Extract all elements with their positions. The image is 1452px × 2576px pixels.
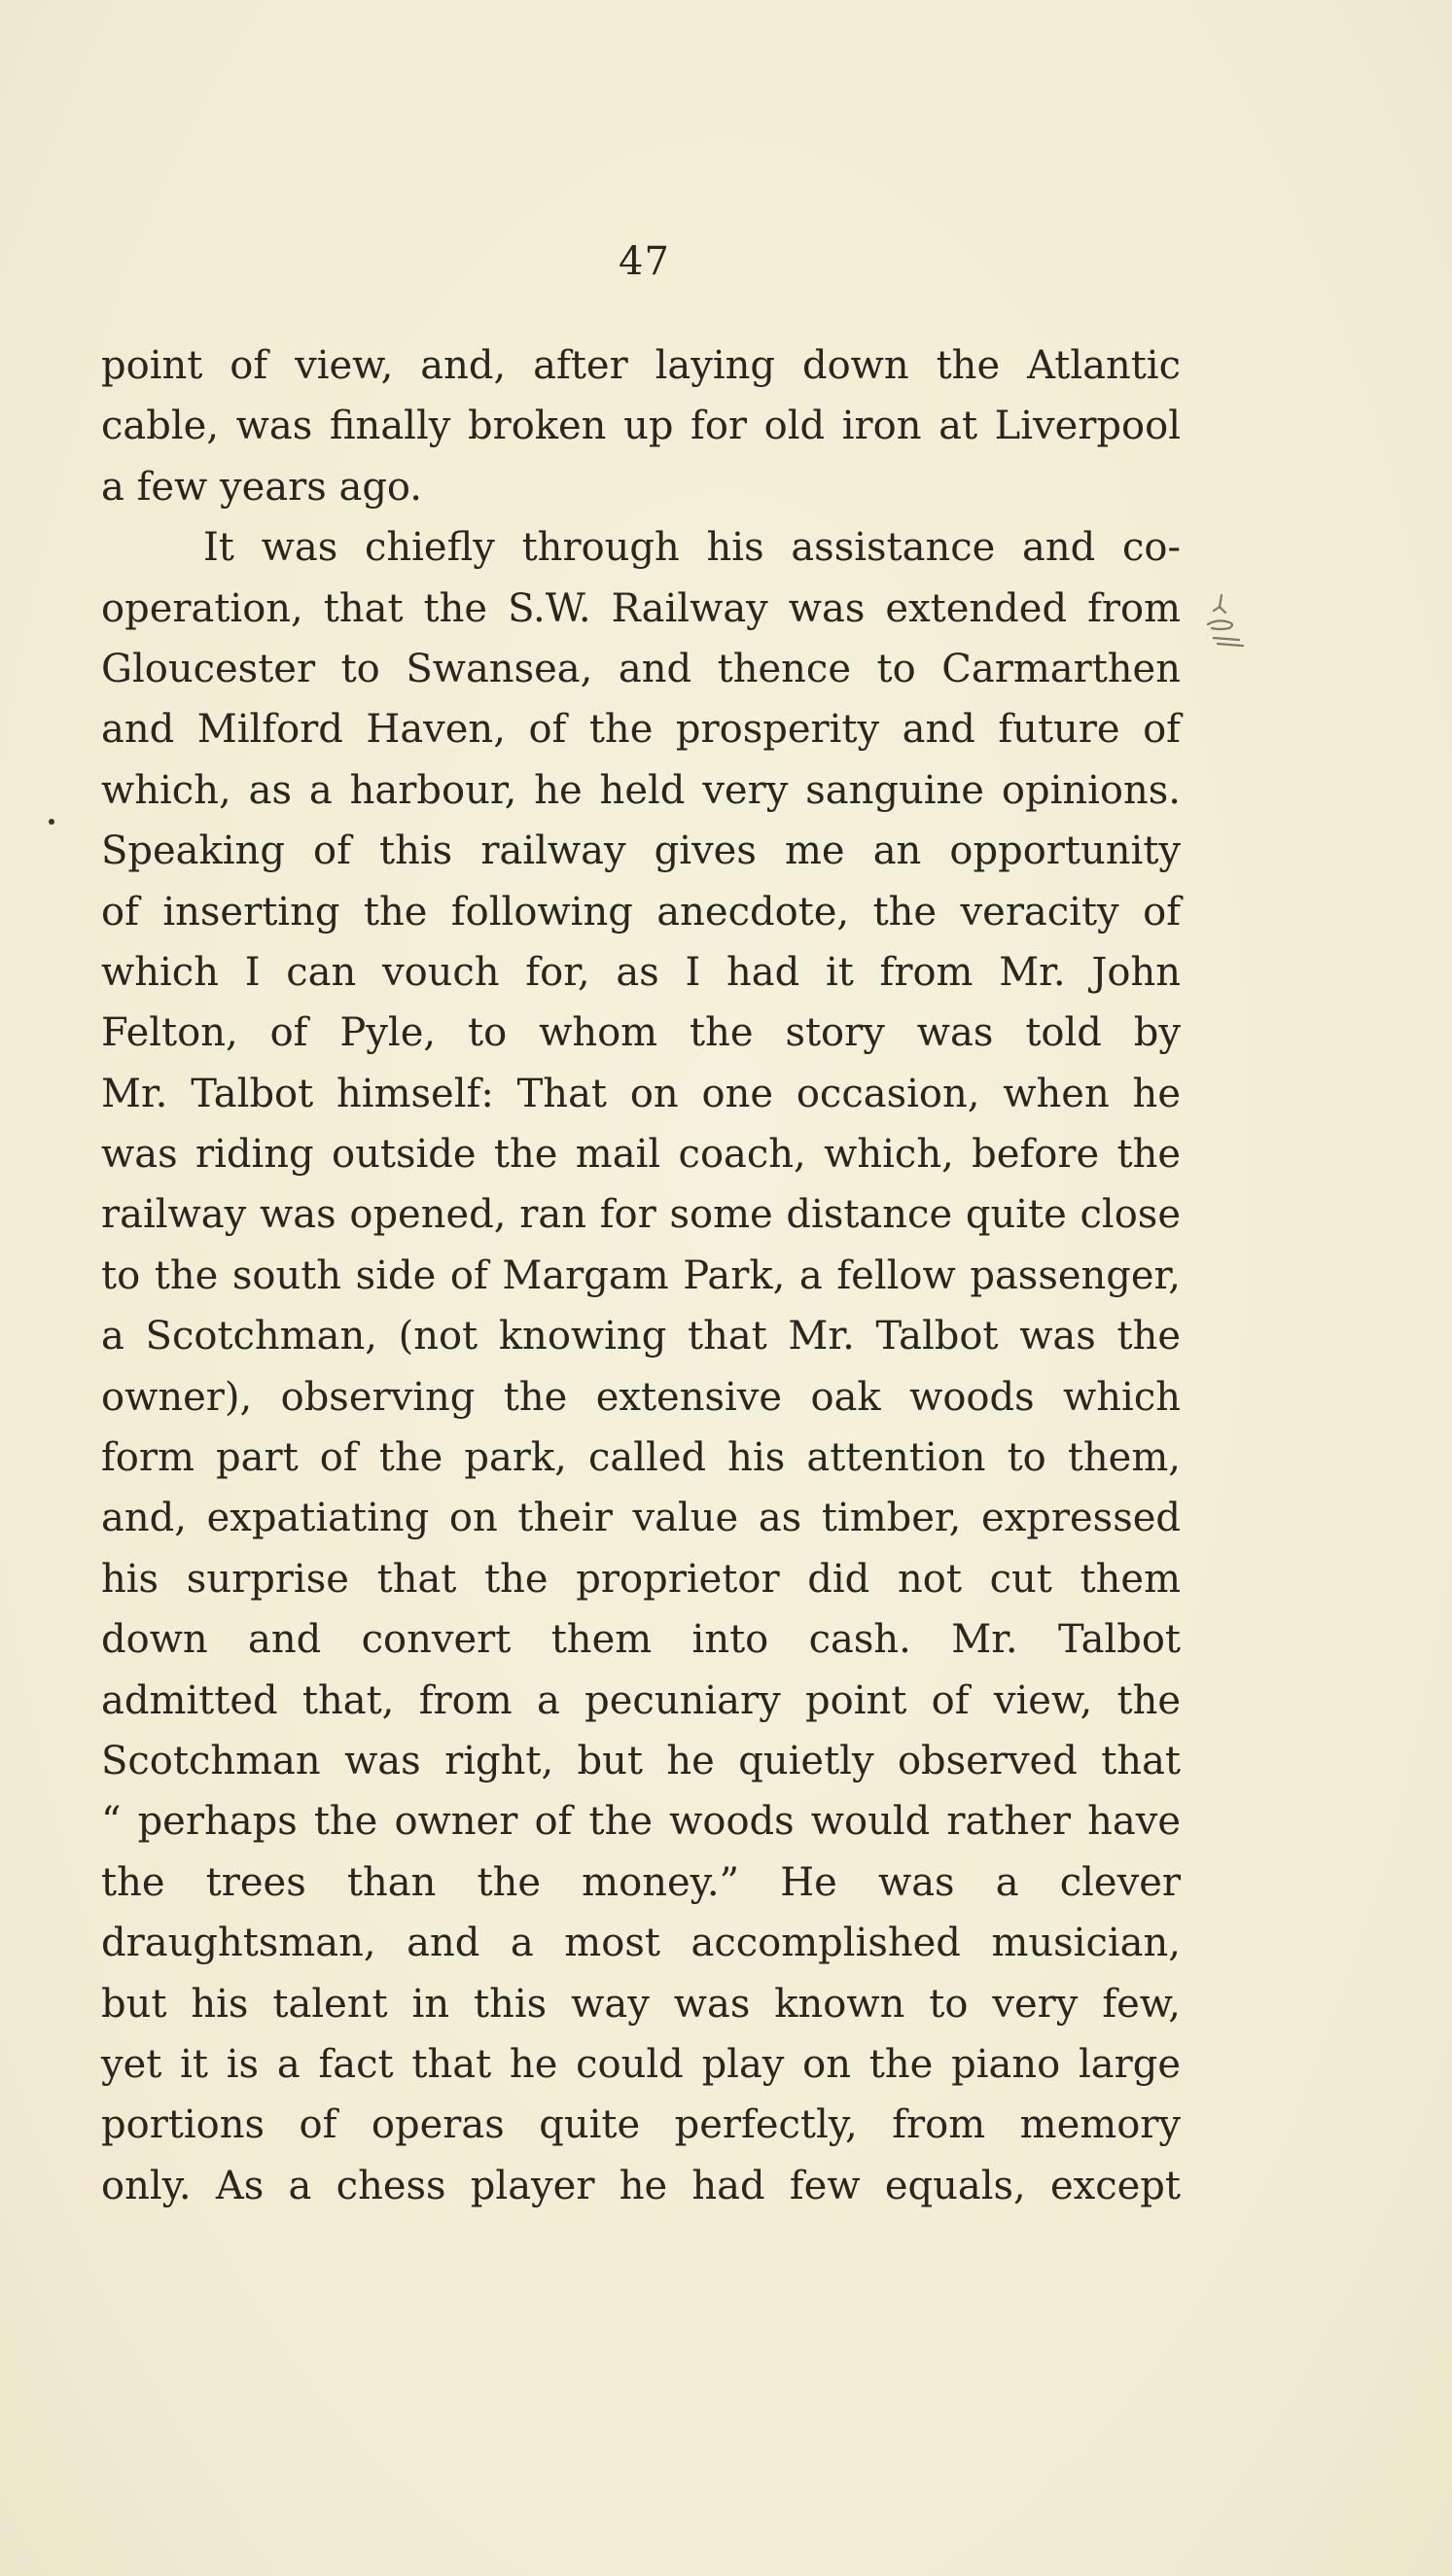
text-line: his surprise that the proprietor did not cut them — [101, 1556, 1181, 1602]
text-line: admitted that, from a pecuniary point of view, the — [101, 1677, 1181, 1723]
text-line: Scotchman was right, but he quietly observed that — [101, 1738, 1181, 1783]
text-line: point of view, and, after laying down the Atlantic — [101, 343, 1181, 388]
text-line: yet it is a fact that he could play on the piano large — [101, 2041, 1181, 2087]
text-line: Speaking of this railway gives me an opportunity — [101, 829, 1181, 874]
ink-speck — [49, 819, 54, 825]
text-line: the trees than the money.” He was a clever — [101, 1859, 1181, 1905]
text-line: owner), observing the extensive oak woods which — [101, 1374, 1181, 1420]
text-line: draughtsman, and a most accomplished musician, — [101, 1921, 1181, 1966]
text-line: only. As a chess player he had few equals, except — [101, 2163, 1181, 2208]
text-line: down and convert them into cash. Mr. Talbot — [101, 1617, 1181, 1663]
page-number: 47 — [619, 239, 670, 284]
text-line: operation, that the S.W. Railway was extended from — [101, 585, 1181, 631]
text-line: It was chiefly through his assistance and co- — [203, 525, 1181, 571]
text-line: “ perhaps the owner of the woods would rather have — [101, 1799, 1181, 1845]
text-line: which I can vouch for, as I had it from Mr. John — [101, 949, 1181, 995]
pencil-mark-icon — [1200, 585, 1257, 653]
text-line: a few years ago. — [101, 464, 423, 510]
text-line: railway was opened, ran for some distance quite close — [101, 1192, 1181, 1238]
text-line: was riding outside the mail coach, which, before the — [101, 1132, 1181, 1178]
text-line: of inserting the following anecdote, the veracity of — [101, 889, 1181, 935]
text-line: portions of operas quite perfectly, from memory — [101, 2102, 1181, 2148]
text-line: which, as a harbour, he held very sanguine opinions. — [101, 767, 1181, 813]
text-line: a Scotchman, (not knowing that Mr. Talbot was the — [101, 1314, 1181, 1359]
text-line: form part of the park, called his attention to them, — [101, 1435, 1181, 1481]
text-line: Mr. Talbot himself: That on one occasion, when he — [101, 1071, 1181, 1116]
text-line: Gloucester to Swansea, and thence to Carmarthen — [101, 646, 1181, 691]
text-line: to the south side of Margam Park, a fellow passenger, — [101, 1253, 1181, 1298]
text-line: but his talent in this way was known to very few, — [101, 1981, 1181, 2027]
text-line: cable, was finally broken up for old iron at Liverpool — [101, 404, 1181, 449]
text-line: and, expatiating on their value as timber, expressed — [101, 1496, 1181, 1541]
text-line: and Milford Haven, of the prosperity and future of — [101, 707, 1181, 753]
body-text — [101, 335, 1181, 2216]
text-line: Felton, of Pyle, to whom the story was told by — [101, 1010, 1181, 1056]
